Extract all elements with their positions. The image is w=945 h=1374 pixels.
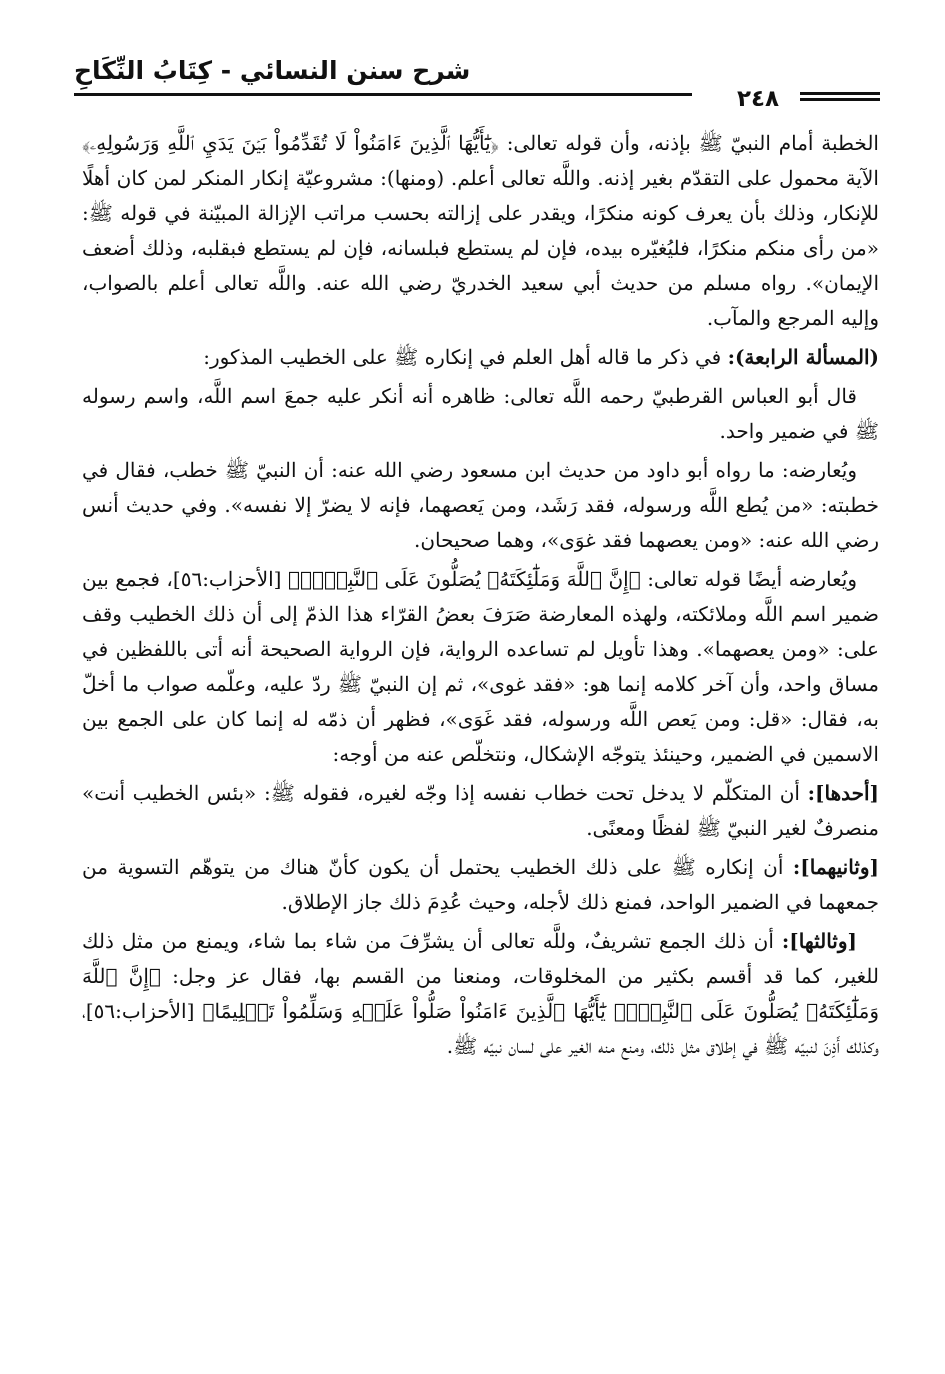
paragraph-text: ويُعارضه أيضًا قوله تعالى: ﴿إِنَّ ٱللَّهَ وَمَلَٰٓئِكَتَهُۥ يُصَلُّونَ عَلَى ٱلنَّبِيِّۚ﴾ [الأحزاب:٥٦]، فجمع بين ضمير اسم اللَّه وملائكته، ولهذه المعارضة صَرَفَ بعضُ القرّاء هذا الذمّ إلى أن ذلك الخطيب وقف على: «ومن يعصهما». وهذا تأويل لم تساعده الرواية، فإن الرواية الصحيحة أنه أتى باللفظين في مساق واحد، وأن آخر كلامه إنما هو: «فقد غوى»، ثم إن النبيّ ﷺ ردّ عليه، وعلّمه صواب ما أخلّ به، فقال: «قل: ومن يَعص اللَّه ورسوله، فقد غَوَى»، فظهر أن ذمّه له إنما كان على الجمع بين الاسمين في الضمير، وحينئذ يتوجّه الإشكال، ونتخلّص عنه من أوجه:	[82, 567, 879, 766]
page-number: ٢٤٨	[736, 86, 780, 112]
paragraph-text: أن ذلك الجمع تشريفٌ، وللَّه تعالى أن يشرِّفَ من شاء بما شاء، ويمنع من مثل ذلك للغير، كما قد أقسم بكثير من المخلوقات، ومنعنا من القسم بها، فقال عز وجل: ﴿إِنَّ ٱللَّهَ وَمَلَٰٓئِكَتَهُۥ يُصَلُّونَ عَلَى ٱلنَّبِيِّۚ يَٰٓأَيُّهَا ٱلَّذِينَ ءَامَنُواْ صَلُّواْ عَلَيۡهِ وَسَلِّمُواْ تَسۡلِيمًا﴾ [الأحزاب:٥٦]، وكذلك أَذِنَ لنبيّه ﷺ في إطلاق مثل ذلك، ومنع منه الغير على لسان نبيّه ﷺ.	[82, 929, 879, 1058]
point-heading-3: [وثالثها]:	[781, 929, 857, 953]
paragraph-text: في ذكر ما قاله أهل العلم في إنكاره ﷺ على الخطيب المذكور:	[203, 345, 728, 369]
paragraph-text: أن المتكلّم لا يدخل تحت خطاب نفسه إذا وجّه لغيره، فقوله ﷺ: «بئس الخطيب أنت» منصرفٌ لغير النبيّ ﷺ لفظًا ومعنًى.	[82, 781, 879, 840]
running-title: شرح سنن النسائي - كِتَابُ النِّكَاحِ	[74, 56, 471, 85]
issue-heading: (المسألة الرابعة):	[727, 345, 879, 369]
point-heading-1: [أحدها]:	[807, 781, 879, 805]
page-number-rules	[800, 92, 880, 108]
paragraph-7	[82, 850, 879, 920]
paragraph-4	[82, 453, 879, 558]
paragraph-2	[82, 340, 879, 375]
paragraph-3	[82, 379, 879, 449]
paragraph-6	[82, 776, 879, 846]
body-text	[82, 126, 879, 1068]
paragraph-1	[82, 126, 879, 336]
paragraph-text: قال أبو العباس القرطبيّ رحمه اللَّه تعالى: ظاهره أنه أنكر عليه جمعَ اسم اللَّه، واسم رسوله ﷺ في ضمير واحد.	[82, 384, 879, 443]
point-heading-2: [وثانيهما]:	[792, 855, 879, 879]
paragraph-5	[82, 562, 879, 772]
header-rule	[74, 93, 692, 96]
paragraph-text: ويُعارضه: ما رواه أبو داود من حديث ابن مسعود رضي الله عنه: أن النبيّ ﷺ خطب، فقال في خطبته: «من يُطع اللَّه ورسوله، فقد رَشَد، ومن يَعصهما، فإنه لا يضرّ إلا نفسه». وفي حديث أنس رضي الله عنه: «ومن يعصهما فقد غوَى»، وهما صحيحان.	[82, 458, 879, 552]
paragraph-text: الخطبة أمام النبيّ ﷺ بإذنه، وأن قوله تعالى: ﴿يَٰٓأَيُّهَا ٱلَّذِينَ ءَامَنُواْ لَا تُقَدِّمُواْ بَيۡنَ يَدَيِ ٱللَّهِ وَرَسُولِهِۦ﴾ الآية محمول على التقدّم بغير إذنه. واللَّه تعالى أعلم. (ومنها): مشروعيّة إنكار المنكر لمن كان أهلًا للإنكار، وذلك بأن يعرف كونه منكرًا، ويقدر على إزالته بحسب مراتب الإزالة المبيّنة في قوله ﷺ: «من رأى منكم منكرًا، فليُغيّره بيده، فإن لم يستطع فبلسانه، فإن لم يستطع فبقلبه، وذلك أضعف الإيمان». رواه مسلم من حديث أبي سعيد الخدريّ رضي الله عنه. واللَّه تعالى أعلم بالصواب، وإليه المرجع والمآب.	[82, 131, 879, 330]
paragraph-text: أن إنكاره ﷺ على ذلك الخطيب يحتمل أن يكون كأنّ هناك من يتوهّم التسوية من جمعهما في الضمير الواحد، فمنع ذلك لأجله، وحيث عُدِمَ ذلك جاز الإطلاق.	[82, 855, 879, 914]
paragraph-8	[82, 924, 879, 1064]
